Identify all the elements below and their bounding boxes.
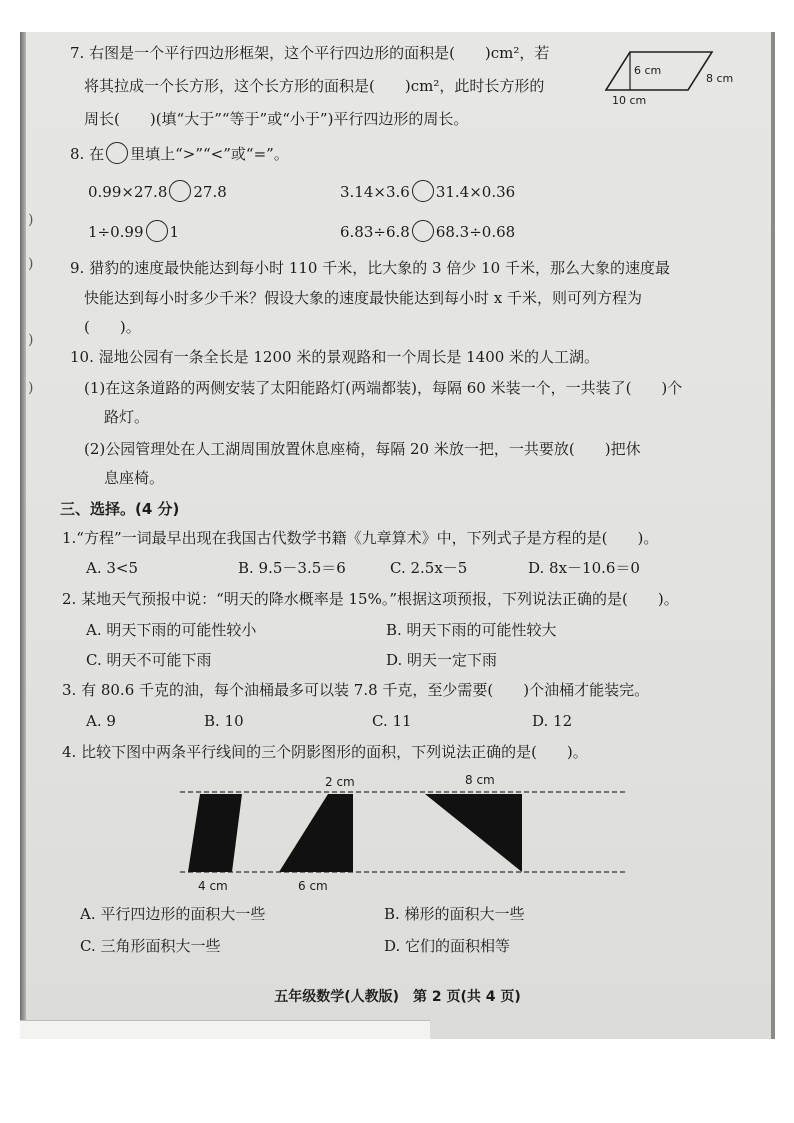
page-edge-right bbox=[771, 32, 775, 1039]
q9-line-3: ( )。 bbox=[84, 318, 141, 336]
q8-item-left: 3.14×3.6 bbox=[340, 183, 410, 201]
trapezoid-bottom-label: 6 cm bbox=[298, 879, 328, 893]
parallelogram-bottom-label: 4 cm bbox=[198, 879, 228, 893]
margin-mark: ) bbox=[28, 256, 34, 272]
q8-item-right: 31.4×0.36 bbox=[435, 183, 516, 201]
trapezoid-shaded bbox=[279, 794, 353, 872]
c1-stem: 1.“方程”一词最早出现在我国古代数学书籍《九章算术》中，下列式子是方程的是( )。 bbox=[62, 529, 659, 547]
q8-prompt bbox=[70, 142, 289, 164]
c1-option-b[interactable]: B. 9.5－3.5＝6 bbox=[238, 559, 346, 577]
c3-option-c[interactable]: C. 11 bbox=[372, 712, 412, 730]
q7-line-2: 将其拉成一个长方形，这个长方形的面积是( )cm²，此时长方形的 bbox=[84, 77, 545, 95]
margin-mark: ) bbox=[28, 212, 34, 228]
parallelogram-figure bbox=[590, 40, 740, 108]
q10-sub2-line-1: (2)公园管理处在人工湖周围放置休息座椅，每隔 20 米放一把，一共要放( )把休 bbox=[84, 440, 641, 458]
q7-line-3: 周长( )(填“大于”“等于”或“小于”)平行四边形的周长。 bbox=[84, 110, 469, 128]
q8-item-right: 68.3÷0.68 bbox=[435, 223, 516, 241]
c4-option-c[interactable]: C. 三角形面积大一些 bbox=[80, 937, 221, 955]
c2-option-c[interactable]: C. 明天不可能下雨 bbox=[86, 651, 212, 669]
c1-option-d[interactable]: D. 8x－10.6＝0 bbox=[528, 559, 640, 577]
q8-item-1 bbox=[88, 180, 227, 202]
margin-mark: ) bbox=[28, 332, 34, 348]
answer-circle[interactable] bbox=[169, 180, 191, 202]
c3-option-d[interactable]: D. 12 bbox=[532, 712, 573, 730]
c1-option-c[interactable]: C. 2.5x－5 bbox=[390, 559, 468, 577]
c3-option-a[interactable]: A. 9 bbox=[86, 712, 116, 730]
page-edge-shadow bbox=[20, 32, 26, 1039]
q8-item-3 bbox=[88, 220, 179, 242]
q7-line-1: 7. 右图是一个平行四边形框架，这个平行四边形的面积是( )cm²，若 bbox=[70, 44, 550, 62]
c4-option-b[interactable]: B. 梯形的面积大一些 bbox=[384, 905, 525, 923]
page-footer: 五年级数学(人教版) 第 2 页(共 4 页) bbox=[274, 989, 521, 1005]
c1-option-a[interactable]: A. 3<5 bbox=[86, 559, 139, 577]
section-3-title: 三、选择。(4 分) bbox=[60, 500, 180, 518]
c2-option-a[interactable]: A. 明天下雨的可能性较小 bbox=[86, 621, 257, 639]
triangle-top-label: 8 cm bbox=[465, 773, 495, 787]
c2-option-d[interactable]: D. 明天一定下雨 bbox=[386, 651, 498, 669]
margin-mark: ) bbox=[28, 380, 34, 396]
q8-prompt-b: 里填上“>”“<”或“=”。 bbox=[130, 145, 289, 163]
answer-circle[interactable] bbox=[106, 142, 128, 164]
c3-stem: 3. 有 80.6 千克的油，每个油桶最多可以装 7.8 千克，至少需要( )个油桶才能装完。 bbox=[62, 681, 650, 699]
c4-stem: 4. 比较下图中两条平行线间的三个阴影图形的面积，下列说法正确的是( )。 bbox=[62, 743, 588, 761]
fig-base-label: 10 cm bbox=[612, 94, 647, 107]
q10-line-1: 10. 湿地公园有一条全长是 1200 米的景观路和一个周长是 1400 米的人工湖。 bbox=[70, 348, 600, 366]
c4-option-a[interactable]: A. 平行四边形的面积大一些 bbox=[80, 905, 266, 923]
shapes-figure bbox=[170, 772, 640, 897]
fig-side-label: 8 cm bbox=[706, 72, 734, 85]
parallelogram-shaded bbox=[188, 794, 242, 872]
q8-item-4 bbox=[340, 220, 515, 242]
c3-option-b[interactable]: B. 10 bbox=[204, 712, 244, 730]
c4-option-d[interactable]: D. 它们的面积相等 bbox=[384, 937, 511, 955]
q8-item-2 bbox=[340, 180, 515, 202]
q8-item-left: 1÷0.99 bbox=[88, 223, 144, 241]
q8-item-left: 0.99×27.8 bbox=[88, 183, 168, 201]
answer-circle[interactable] bbox=[412, 180, 434, 202]
q9-line-2: 快能达到每小时多少千米？假设大象的速度最快能达到每小时 x 千米，则可列方程为 bbox=[84, 289, 642, 307]
q8-item-right: 1 bbox=[169, 223, 180, 241]
q10-sub1-line-2: 路灯。 bbox=[104, 408, 150, 426]
q8-prompt-a: 8. 在 bbox=[70, 145, 105, 163]
q10-sub2-line-2: 息座椅。 bbox=[104, 469, 165, 487]
trapezoid-top-label: 2 cm bbox=[325, 775, 355, 789]
c2-stem: 2. 某地天气预报中说：“明天的降水概率是 15%。”根据这项预报，下列说法正确的是( )。 bbox=[62, 590, 679, 608]
photo-bottom-edge bbox=[20, 1020, 430, 1039]
answer-circle[interactable] bbox=[412, 220, 434, 242]
q10-sub1-line-1: (1)在这条道路的两侧安装了太阳能路灯(两端都装)，每隔 60 米装一个，一共装了( )个 bbox=[84, 379, 683, 397]
exam-page-photo bbox=[20, 32, 775, 1039]
q9-line-1: 9. 猎豹的速度最快能达到每小时 110 千米，比大象的 3 倍少 10 千米，那么大象的速度最 bbox=[70, 259, 670, 277]
fig-height-label: 6 cm bbox=[634, 64, 662, 77]
answer-circle[interactable] bbox=[146, 220, 168, 242]
q8-item-right: 27.8 bbox=[193, 183, 227, 201]
q8-item-left: 6.83÷6.8 bbox=[340, 223, 410, 241]
triangle-shaded bbox=[425, 794, 522, 872]
c2-option-b[interactable]: B. 明天下雨的可能性较大 bbox=[386, 621, 557, 639]
